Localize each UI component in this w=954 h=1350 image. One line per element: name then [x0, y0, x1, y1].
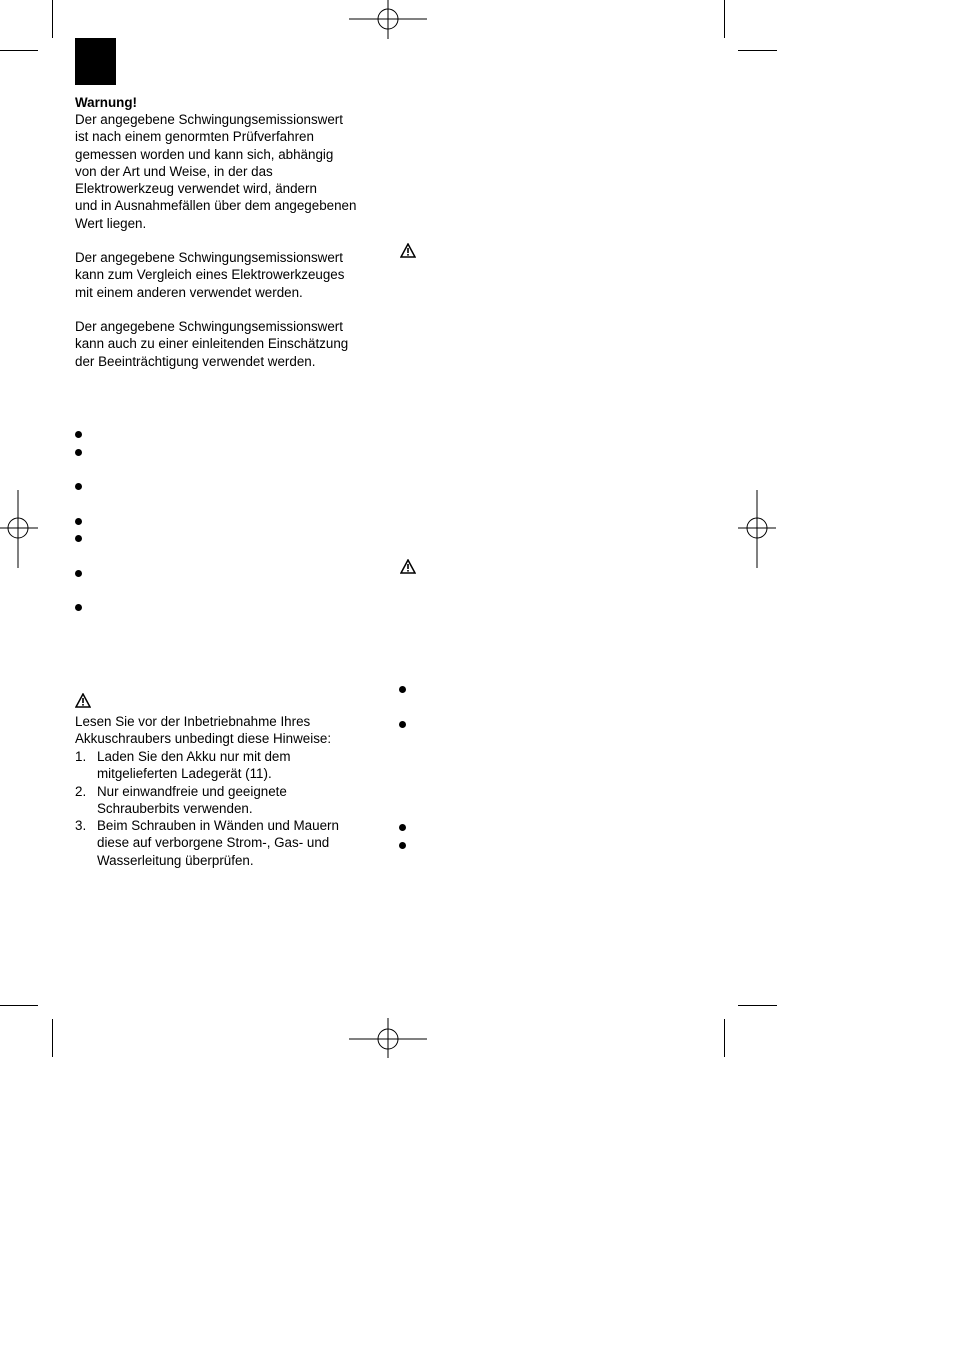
text-line: Akkuschraubers unbedingt diese Hinweise:	[75, 731, 332, 747]
bullet-icon	[75, 449, 82, 456]
registration-mark-right	[738, 490, 778, 570]
bullet-icon	[75, 483, 82, 490]
comparison-paragraph	[75, 249, 344, 301]
crop-mark-top-right-horizontal	[738, 50, 777, 51]
text-line: Elektrowerkzeug verwendet wird, ändern	[75, 181, 317, 197]
text-line: Wasserleitung überprüfen.	[97, 852, 254, 868]
list-item	[75, 817, 339, 869]
list-item	[75, 783, 339, 818]
text-line: Beim Schrauben in Wänden und Mauern	[97, 818, 339, 834]
text-line: Laden Sie den Akku nur mit dem	[97, 749, 291, 764]
crop-mark-bottom-left-vertical	[52, 1019, 53, 1057]
list-item	[75, 748, 339, 783]
crop-mark-top-right-vertical	[724, 0, 725, 38]
bullet-icon	[75, 518, 82, 525]
crop-mark-top-left-horizontal	[0, 50, 38, 51]
registration-mark-bottom	[349, 1018, 429, 1060]
language-tab-block	[75, 38, 116, 85]
crop-mark-bottom-left-horizontal	[0, 1005, 38, 1006]
text-line: diese auf verborgene Strom-, Gas- und	[97, 835, 330, 851]
text-line: Wert liegen.	[75, 215, 147, 231]
text-line: Schrauberbits verwenden.	[97, 800, 253, 816]
text-line: Der angegebene Schwingungsemissionswert	[75, 250, 343, 265]
text-line: Der angegebene Schwingungsemissionswert	[75, 112, 343, 127]
bullet-icon	[399, 721, 406, 728]
warning-triangle-icon	[400, 559, 416, 574]
crop-mark-top-left-vertical	[52, 0, 53, 38]
bullet-icon	[75, 570, 82, 577]
text-line: Lesen Sie vor der Inbetriebnahme Ihres	[75, 714, 311, 729]
text-line: gemessen worden und kann sich, abhängig	[75, 146, 334, 162]
safety-intro	[75, 713, 331, 748]
text-line: mit einem anderen verwendet werden.	[75, 284, 303, 300]
warning-triangle-icon	[400, 243, 416, 258]
safety-steps-list	[75, 748, 339, 869]
bullet-icon	[399, 824, 406, 831]
crop-mark-bottom-right-vertical	[724, 1019, 725, 1057]
text-line: Der angegebene Schwingungsemissionswert	[75, 319, 343, 334]
warning-paragraph	[75, 111, 356, 232]
warning-triangle-icon	[75, 693, 91, 708]
registration-mark-top	[349, 0, 429, 40]
bullet-icon	[399, 842, 406, 849]
step-number: 2.	[75, 783, 87, 799]
text-line: kann zum Vergleich eines Elektrowerkzeuges	[75, 267, 345, 283]
text-line: von der Art und Weise, in der das	[75, 163, 273, 179]
step-number: 1.	[75, 749, 87, 764]
bullet-icon	[75, 431, 82, 438]
crop-mark-bottom-right-horizontal	[738, 1005, 777, 1006]
text-line: kann auch zu einer einleitenden Einschätzung	[75, 336, 349, 352]
text-line: Nur einwandfreie und geeignete	[97, 783, 287, 799]
step-number: 3.	[75, 818, 87, 834]
bullet-icon	[75, 604, 82, 611]
warning-heading: Warnung!	[75, 95, 137, 110]
assessment-paragraph	[75, 318, 348, 370]
registration-mark-left	[0, 490, 40, 570]
text-line: der Beeinträchtigung verwendet werden.	[75, 353, 316, 369]
bullet-icon	[399, 686, 406, 693]
bullet-icon	[75, 535, 82, 542]
text-line: mitgelieferten Ladegerät (11).	[97, 766, 272, 782]
text-line: ist nach einem genormten Prüfverfahren	[75, 129, 314, 145]
text-line: und in Ausnahmefällen über dem angegebenen	[75, 198, 357, 214]
